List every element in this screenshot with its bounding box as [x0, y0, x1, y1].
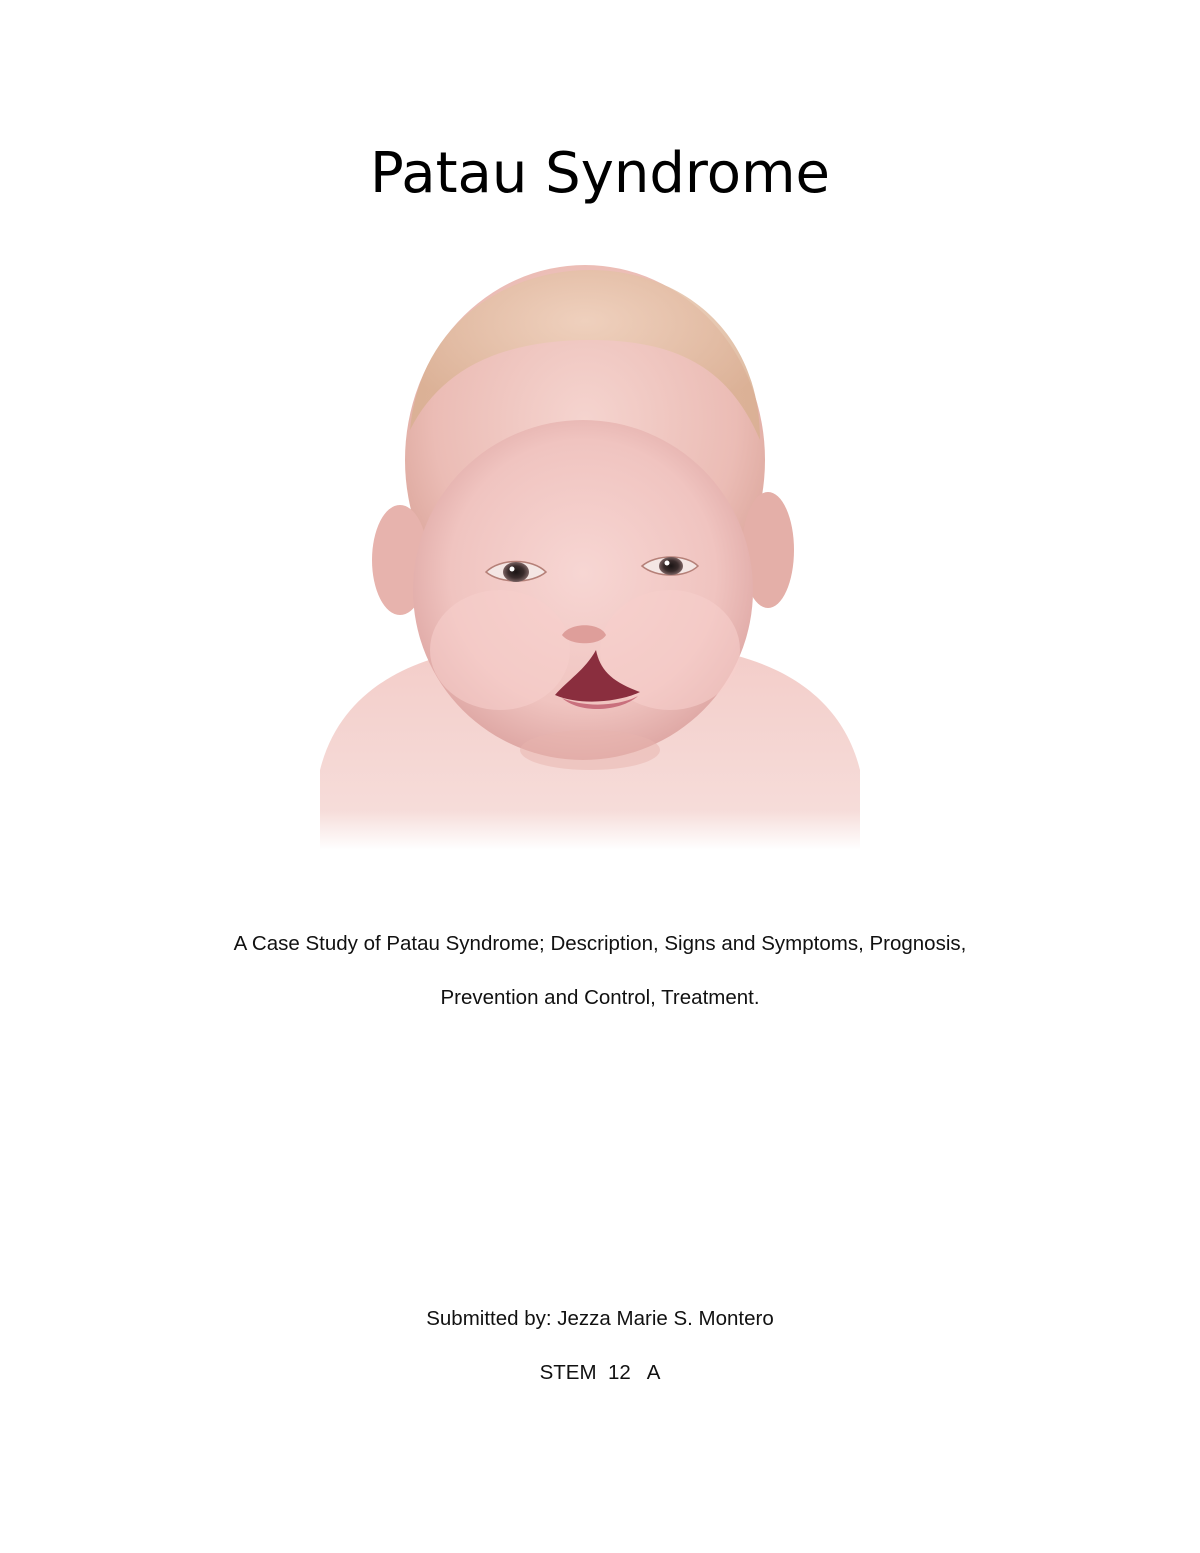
submitted-by: Submitted by: Jezza Marie S. Montero: [426, 1307, 774, 1330]
class-section: STEM 12 A: [539, 1361, 661, 1384]
right-eye: [659, 557, 683, 575]
baby-face-illustration: [300, 250, 880, 850]
face: [413, 420, 753, 760]
description-line-2: Prevention and Control, Treatment.: [440, 986, 760, 1009]
left-eye: [503, 562, 529, 582]
description-line-1: A Case Study of Patau Syndrome; Description, Signs and Symptoms, Prognosis,: [233, 932, 967, 955]
document-title: Patau Syndrome: [370, 141, 830, 206]
